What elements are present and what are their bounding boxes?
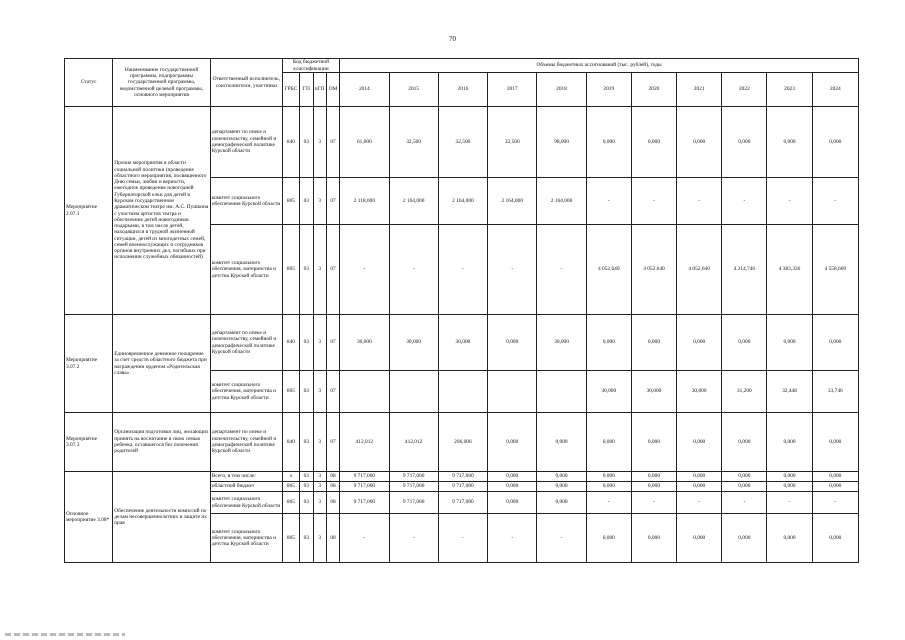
value-cell: 31,200 [722,371,767,413]
executor-cell: департамент по опеке и попечительству, семейной и демографической политике Курской области [210,107,282,178]
code-cell: 3 [313,482,326,492]
header-year: 2016 [438,73,487,107]
budget-table [64,58,859,563]
code-cell: 03 [300,371,313,413]
value-cell: 0,000 [586,413,631,472]
value-cell: - [537,225,586,315]
code-cell: 03 [300,107,313,178]
value-cell: 2 164,000 [537,178,586,225]
executor-cell: комитет социального обеспечения, материнства и детства Курской области [210,514,282,563]
header-year: 2022 [722,73,767,107]
value-cell: 32,500 [488,107,537,178]
value-cell: - [722,178,767,225]
value-cell: 0,000 [586,107,631,178]
value-cell: - [586,492,631,514]
value-cell: 0,000 [722,315,767,371]
value-cell: 9 717,000 [340,482,389,492]
value-cell: 0,000 [677,472,722,482]
value-cell: 4 052,640 [677,225,722,315]
executor-cell: Всего, в том числе: [210,472,282,482]
value-cell: 4 214,746 [722,225,767,315]
value-cell: 0,000 [537,413,586,472]
code-cell: 07 [326,225,339,315]
value-cell [488,371,537,413]
header-funding-group: Объемы бюджетных ассигнований (тыс. рублей), годы [340,59,859,73]
header-code-om: ОМ [326,73,339,107]
header-year: 2024 [812,73,858,107]
header-year: 2014 [340,73,389,107]
page-number: 70 [449,35,456,43]
code-cell: 840 [282,107,299,178]
value-cell: 9 717,000 [389,472,438,482]
code-cell: 840 [282,413,299,472]
code-cell: 07 [326,178,339,225]
value-cell: 0,000 [631,514,676,563]
value-cell: 30,000 [631,371,676,413]
value-cell: 0,000 [631,107,676,178]
value-cell: - [631,492,676,514]
value-cell: 0,000 [722,413,767,472]
code-cell: 3 [313,472,326,482]
executor-cell: комитет социального обеспечения Курской области [210,492,282,514]
value-cell: 0,000 [488,472,537,482]
value-cell: 0,000 [488,413,537,472]
value-cell: 0,000 [677,413,722,472]
value-cell: 30,000 [340,315,389,371]
value-cell: 206,006 [438,413,487,472]
value-cell: 9 717,000 [340,492,389,514]
header-year: 2017 [488,73,537,107]
header-code-gp: ГП [300,73,313,107]
value-cell: - [631,178,676,225]
code-cell: 3 [313,514,326,563]
value-cell: 9 717,000 [438,482,487,492]
status-cell: Основное мероприятие 3.08* [65,472,113,563]
header-year: 2021 [677,73,722,107]
value-cell [340,371,389,413]
value-cell: 98,000 [537,107,586,178]
executor-cell: комитет социального обеспечения, материнства и детства Курской области [210,225,282,315]
code-cell: 805 [282,492,299,514]
code-cell: 3 [313,492,326,514]
executor-cell: областной бюджет [210,482,282,492]
name-cell: Организация подготовки лиц, желающих принять на воспитание в свою семью ребенка, оставшегося без попечения родителей [113,413,211,472]
code-cell: 3 [313,225,326,315]
code-cell: 3 [313,371,326,413]
value-cell: 32,500 [438,107,487,178]
code-cell: 805 [282,371,299,413]
code-cell: 840 [282,315,299,371]
value-cell: 0,000 [812,514,858,563]
table-body [65,107,859,563]
code-cell: 07 [326,315,339,371]
status-cell: Мероприятие 3.07.3 [65,413,113,472]
value-cell: - [812,178,858,225]
executor-cell: комитет социального обеспечения Курской области [210,178,282,225]
value-cell: 0,000 [722,514,767,563]
value-cell: 0,000 [767,315,812,371]
value-cell: 30,000 [677,371,722,413]
value-cell: 0,000 [767,482,812,492]
code-cell: 3 [313,413,326,472]
value-cell: 2 164,000 [389,178,438,225]
value-cell: - [722,492,767,514]
value-cell: - [438,225,487,315]
code-cell: 08 [326,482,339,492]
value-cell: 0,000 [722,107,767,178]
header-executor: Ответственный исполнитель, соисполнители, участники [210,59,282,107]
value-cell: 0,000 [812,472,858,482]
value-cell: 32,448 [767,371,812,413]
code-cell: 03 [300,178,313,225]
code-cell: 805 [282,482,299,492]
value-cell: - [340,225,389,315]
value-cell: 0,000 [677,514,722,563]
value-cell: - [389,514,438,563]
value-cell: 0,000 [488,492,537,514]
header-status: Статус [65,59,113,107]
value-cell: - [537,514,586,563]
value-cell [389,371,438,413]
value-cell: 0,000 [631,413,676,472]
value-cell: - [767,492,812,514]
name-cell: Обеспечение деятельности комиссий по делам несовершеннолетних и защите их прав [113,472,211,563]
value-cell: - [677,492,722,514]
value-cell: 0,000 [586,315,631,371]
code-cell: 805 [282,514,299,563]
executor-cell: департамент по опеке и попечительству, семейной и демографической политике Курской области [210,413,282,472]
value-cell: 30,000 [438,315,487,371]
table-row [65,472,859,482]
code-cell: 3 [313,107,326,178]
value-cell: 0,000 [537,482,586,492]
value-cell: 0,000 [767,413,812,472]
code-cell: 08 [326,492,339,514]
executor-cell: комитет социального обеспечения, материнства и детства Курской области [210,371,282,413]
value-cell: - [488,514,537,563]
value-cell: 0,000 [631,315,676,371]
code-cell: 08 [326,514,339,563]
value-cell: 30,000 [537,315,586,371]
value-cell: - [438,514,487,563]
header-year: 2019 [586,73,631,107]
value-cell: 0,000 [586,514,631,563]
value-cell: 4 052,640 [586,225,631,315]
value-cell: - [812,492,858,514]
value-cell: - [488,225,537,315]
value-cell: - [389,225,438,315]
code-cell: 03 [300,225,313,315]
code-cell: 03 [300,413,313,472]
value-cell: 9 717,000 [438,472,487,482]
code-cell: 03 [300,514,313,563]
value-cell: 2 164,000 [438,178,487,225]
code-cell: 03 [300,472,313,482]
value-cell: 0,000 [537,492,586,514]
value-cell: - [586,178,631,225]
name-cell: Единовременное денежное поощрение за счет средств областного бюджета при награждении орденом «Родительская слава» [113,315,211,413]
value-cell: 0,000 [812,413,858,472]
value-cell: - [677,178,722,225]
value-cell: 4 558,669 [812,225,858,315]
table-row [65,107,859,178]
status-cell: Мероприятие 3.07.2 [65,315,113,413]
value-cell: - [767,178,812,225]
executor-cell: департамент по опеке и попечительству, семейной и демографической политике Курской области [210,315,282,371]
value-cell: 0,000 [537,472,586,482]
value-cell: 0,000 [812,315,858,371]
value-cell: 0,000 [586,472,631,482]
value-cell: - [340,514,389,563]
header-year: 2020 [631,73,676,107]
value-cell: 0,000 [812,107,858,178]
header-code-pgp: пГП [313,73,326,107]
header-year: 2018 [537,73,586,107]
value-cell: 0,000 [677,107,722,178]
code-cell: 805 [282,225,299,315]
header-name: Наименование государственной программы, подпрограммы государственной программы, ведомственной целевой программы, основного мероприятия [113,59,211,107]
value-cell: 61,000 [340,107,389,178]
code-cell: 805 [282,178,299,225]
value-cell: 32,500 [389,107,438,178]
value-cell: 0,000 [677,482,722,492]
value-cell: 0,000 [767,514,812,563]
value-cell: 0,000 [677,315,722,371]
value-cell: 0,000 [767,472,812,482]
value-cell: 0,000 [767,107,812,178]
value-cell: 412,012 [389,413,438,472]
code-cell: 07 [326,413,339,472]
footer-mark [5,633,125,636]
value-cell: 30,000 [586,371,631,413]
value-cell: 9 717,000 [389,482,438,492]
value-cell: 0,000 [586,482,631,492]
code-cell: 03 [300,482,313,492]
value-cell: 9 717,000 [389,492,438,514]
value-cell: 2 164,000 [488,178,537,225]
value-cell: 0,000 [488,315,537,371]
value-cell: 0,000 [812,482,858,492]
header-year: 2015 [389,73,438,107]
value-cell: 33,746 [812,371,858,413]
code-cell: 07 [326,107,339,178]
header-code-grbs: ГРБС [282,73,299,107]
header-year: 2023 [767,73,812,107]
status-cell: Мероприятие 2.07.1 [65,107,113,315]
value-cell: 9 717,000 [340,472,389,482]
code-cell: 08 [326,472,339,482]
value-cell: 0,000 [722,472,767,482]
value-cell: 0,000 [488,482,537,492]
value-cell: 9 717,000 [438,492,487,514]
value-cell: 4 052,640 [631,225,676,315]
value-cell: 0,000 [631,472,676,482]
table-row [65,413,859,472]
value-cell: 412,012 [340,413,389,472]
code-cell: 07 [326,371,339,413]
value-cell: 0,000 [722,482,767,492]
code-cell: x [282,472,299,482]
value-cell: 30,000 [389,315,438,371]
code-cell: 03 [300,315,313,371]
name-cell: Прочие мероприятия в области социальной политики (проведение областного мероприятия, посвященного Дню семьи, любви и верности, ежегодное проведение новогодней Губернаторской елки для детей в Курском государственном драматическом театре им. А.С. Пушкина с участием артистов театра и обеспечение детей новогодними подарками, в том числе детей, находящихся в трудной жизненной ситуации, детей из многодетных семей, семей военнослужащих и сотрудников органов внутренних дел, погибших при исполнении служебных обязанностей) [113,107,211,315]
header-code-group: Код бюджетной классификации [282,59,339,73]
value-cell: 4 383,336 [767,225,812,315]
value-cell: 2 118,000 [340,178,389,225]
value-cell [537,371,586,413]
value-cell: 0,000 [631,482,676,492]
table-row [65,315,859,371]
code-cell: 03 [300,492,313,514]
value-cell [438,371,487,413]
code-cell: 3 [313,315,326,371]
code-cell: 3 [313,178,326,225]
